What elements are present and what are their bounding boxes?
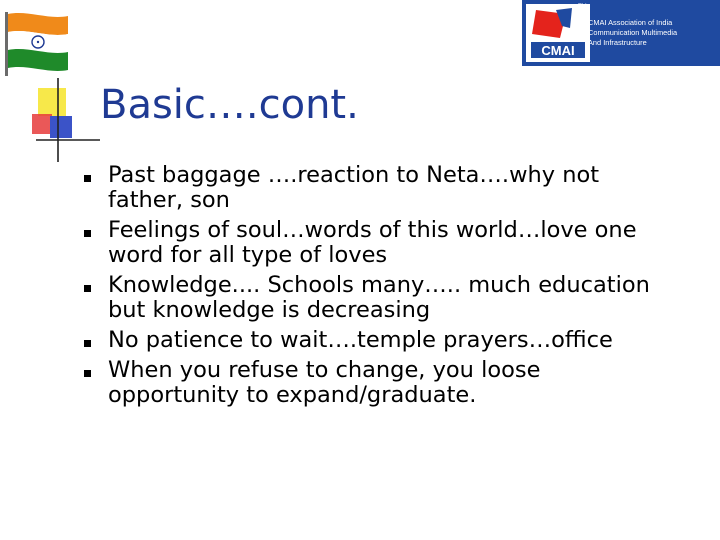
bullet-item	[84, 358, 714, 408]
logo-organization-text	[588, 18, 716, 48]
trademark-label: TM	[578, 4, 587, 10]
cmai-wordmark: CMAI	[541, 43, 575, 58]
bullet-item	[84, 163, 714, 213]
bullet-text-line: Feelings of soul…words of this world…love one	[108, 217, 637, 243]
decorative-squares	[30, 78, 100, 162]
india-flag-icon	[2, 10, 72, 76]
bullet-text-line: word for all type of loves	[108, 242, 388, 268]
cmai-logo	[522, 0, 720, 66]
bullet-text-line: father, son	[108, 187, 230, 213]
bullet-text-line: Past baggage ….reaction to Neta….why not	[108, 162, 600, 188]
bullet-square-icon	[84, 230, 91, 237]
bullet-text-line: opportunity to expand/graduate.	[108, 382, 477, 408]
bullet-square-icon	[84, 175, 91, 182]
bullet-square-icon	[84, 285, 91, 292]
bullet-square-icon	[84, 340, 91, 347]
bullet-item	[84, 328, 714, 353]
cmai-logo-mark	[526, 4, 590, 62]
bullet-text-line: When you refuse to change, you loose	[108, 357, 541, 383]
bullet-text-line: No patience to wait….temple prayers…office	[108, 327, 613, 353]
slide-title: Basic….cont.	[100, 82, 359, 128]
logo-line: Communication Multimedia	[588, 28, 678, 37]
bullet-square-icon	[84, 370, 91, 377]
bullet-item	[84, 273, 714, 323]
bullet-text-line: Knowledge.... Schools many….. much education	[108, 272, 650, 298]
bullet-text-line: but knowledge is decreasing	[108, 297, 431, 323]
bullet-item	[84, 218, 714, 268]
bullet-list	[84, 163, 714, 413]
logo-line: And Infrastructure	[588, 38, 647, 47]
logo-line: CMAI Association of India	[588, 18, 673, 27]
